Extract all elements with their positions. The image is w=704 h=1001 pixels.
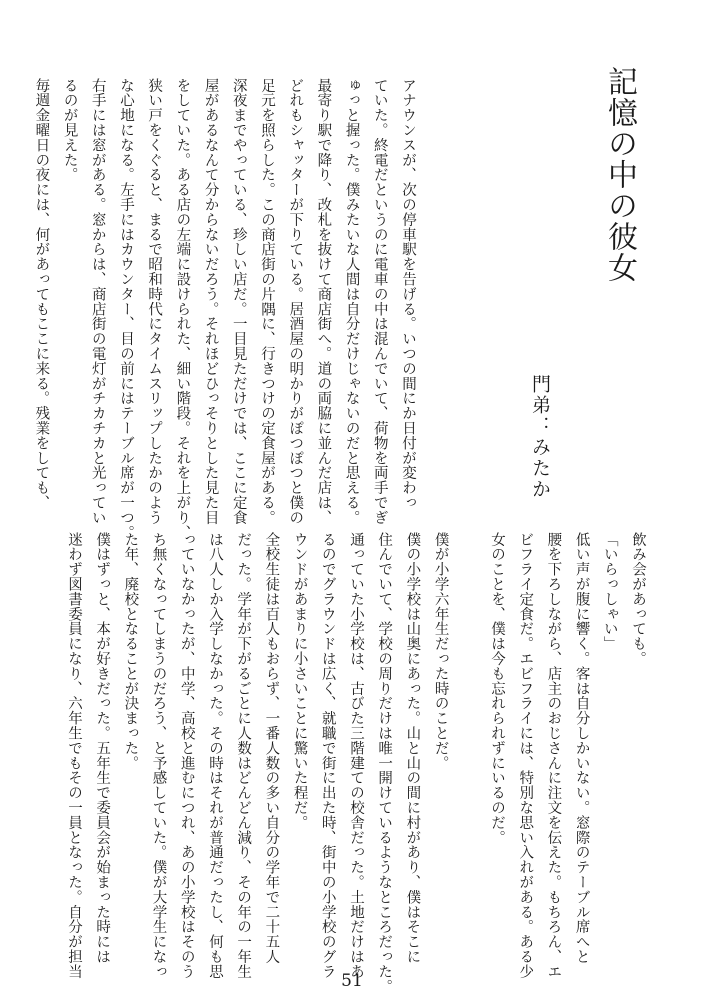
text-line: 全校生徒は百人もおらず、一番人数の多い自分の学年で二十五人 xyxy=(263,532,280,965)
text-line: どれもシャッターが下りている。居酒屋の明かりがぽつぽつと僕の xyxy=(287,78,304,525)
text-line: 足元を照らした。この商店街の片隅に、行きつけの定食屋がある。 xyxy=(258,78,275,525)
text-line: るのでグラウンドは広く、就職で街に出た時、街中の小学校のグラ xyxy=(319,532,336,979)
upper-text-block xyxy=(33,78,422,540)
text-line: 迷わず図書委員になり、六年生でもその一員となった。自分が担当 xyxy=(65,532,82,979)
text-line: アナウンスが、次の停車駅を告げる。いつの間にか日付が変わっ xyxy=(400,78,416,511)
text-line: ち無くなってしまうのだろう、と予感していた。僕が大学生になっ xyxy=(150,532,167,979)
text-line: 僕が小学六年生だった時のことだ。 xyxy=(432,532,449,771)
text-line: 右手には窓がある。窓からは、商店街の電灯がチカチカと光ってい xyxy=(89,78,106,525)
text-line: な心地になる。左手にはカウンター、目の前にはテーブル席が一つ。 xyxy=(117,78,134,540)
text-line: 深夜までやっている、珍しい店だ。一目見ただけでは、ここに定食 xyxy=(230,78,247,525)
text-line: 通っていた小学校は、古びた三階建ての校舎だった。土地だけはあ xyxy=(347,532,364,979)
text-line: ビフライ定食だ。エビフライには、特別な思い入れがある。ある少 xyxy=(517,532,534,979)
author-byline: 門弟：みたか xyxy=(529,374,551,500)
text-line: っていなかったが、中学、高校と進むにつれ、あの小学校はそのう xyxy=(178,532,195,979)
text-line: をしていた。ある店の左端に設けられた、細い階段。それを上がり、 xyxy=(174,78,191,540)
blank-line xyxy=(455,532,483,964)
text-line: は八人しか入学しなかった。その時はそれが普通だったし、何も思 xyxy=(206,532,223,979)
text-line: ゅっと握った。僕みたいな人間は自分だけじゃないのだと思える。 xyxy=(343,78,360,525)
text-line: 腰を下ろしながら、店主のおじさんに注文を伝えた。もちろん、エ xyxy=(545,532,562,979)
text-line: 毎週金曜日の夜には、何があってもここに来る。残業をしても、 xyxy=(33,78,50,511)
text-line: 飲み会があっても。 xyxy=(630,532,646,667)
text-line: 僕の小学校は山奥にあった。山と山の間に村があり、僕はそこに xyxy=(404,532,421,965)
page-number: 51 xyxy=(341,971,363,991)
text-line: ウンドがあまりに小さいことに驚いた程だ。 xyxy=(291,532,308,830)
text-line: 屋があるなんて分からないだろう。それほどひっそりとした見た目 xyxy=(202,78,219,525)
text-line: 住んでいて、学校の周りだけは唯一開けているようなところだった。 xyxy=(376,532,393,994)
text-line: 最寄り駅で降り、改札を抜けて商店街へ。道の両脇に並んだ店は、 xyxy=(315,78,332,525)
story-title: 記憶の中の彼女 xyxy=(602,66,637,283)
text-line: 女のことを、僕は今も忘れられずにいるのだ。 xyxy=(488,532,505,845)
text-line: 「いらっしゃい」 xyxy=(601,532,618,652)
text-line: 狭い戸をくぐると、まるで昭和時代にタイムスリップしたかのよう xyxy=(146,78,163,525)
text-line: るのが見えた。 xyxy=(61,78,78,183)
text-line: た年、廃校となることが決まった。 xyxy=(122,532,139,771)
text-line: ていた。終電だというのに電車の中は混んでいて、荷物を両手でぎ xyxy=(371,78,388,525)
text-line: 僕はずっと、本が好きだった。五年生で委員会が始まった時には xyxy=(94,532,111,965)
text-line: だった。学年が下がるごとに人数はどんどん減り、その年の一年生 xyxy=(235,532,252,979)
text-line: 低い声が腹に響く。客は自分しかいない。窓際のテーブル席へと xyxy=(573,532,590,965)
